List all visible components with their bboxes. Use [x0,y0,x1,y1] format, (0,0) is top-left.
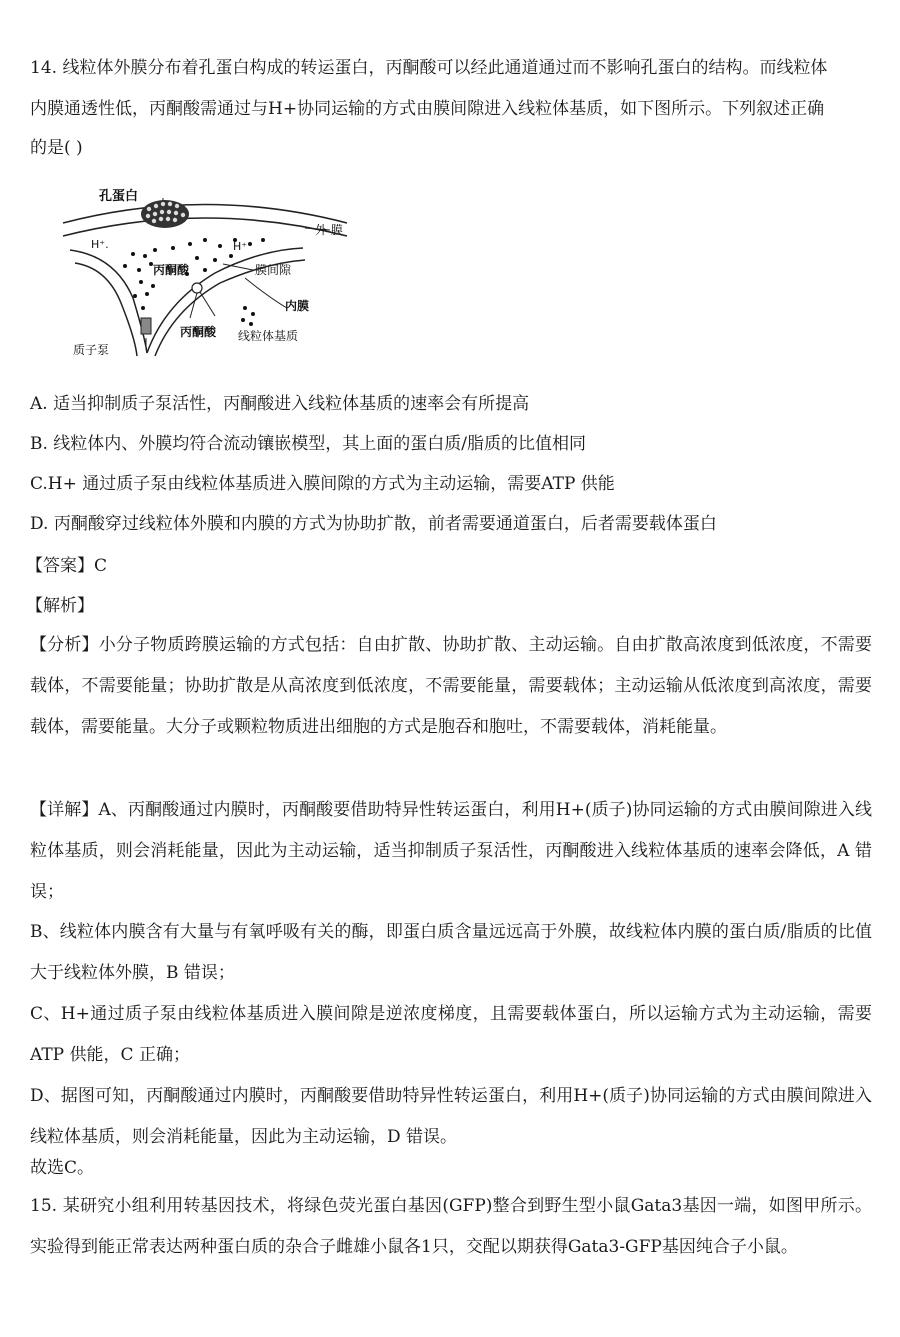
detail-b: B、线粒体内膜含有大量与有氧呼吸有关的酶，即蛋白质含量远远高于外膜，故线粒体内膜的蛋白质/脂质的比值大于线粒体外膜，B 错误； [30,922,872,983]
analysis-title: 【解析】 [26,596,94,616]
detail-d: D、据图可知，丙酮酸通过内膜时，丙酮酸要借助特异性转运蛋白，利用H+(质子)协同运输的方式由膜间隙进入线粒体基质，则会消耗能量，因此为主动运输，D 错误。 [30,1086,872,1147]
outer-membrane-inner-line [63,218,347,236]
q15-stem: 15. 某研究小组利用转基因技术，将绿色荧光蛋白基因(GFP)整合到野生型小鼠Gata3基因一端，如图甲所示。实验得到能正常表达两种蛋白质的杂合子雌雄小鼠各1只，交配以期获得Gata3-GFP基因纯合子小鼠。 [30,1196,872,1257]
outer-membrane-label: 外 膜 [315,223,343,237]
inner-membrane-outer-line [70,250,147,353]
porin-protein [141,200,189,228]
symport-arrow-2 [200,292,215,316]
pyruvate-label: 丙酮酸 [153,263,190,277]
h-ion-left: H⁺. [91,238,109,251]
intermembrane-label: 膜间隙 [255,263,292,277]
proton-pump [141,318,151,334]
q14-stem-line-2: 内膜通透性低，丙酮酸需通过与H+协同运输的方式由膜间隙进入线粒体基质，如下图所示。下列叙述正确 [30,99,825,119]
symport-arrow-1 [190,293,197,318]
conclusion: 故选C。 [30,1158,95,1178]
h-ion-right: H⁺ [233,240,248,253]
q14-option-c: C.H+ 通过质子泵由线粒体基质进入膜间隙的方式为主动运输，需要ATP 供能 [30,474,615,494]
outer-membrane-outer-line [63,205,347,224]
q14-stem-line-1: 14. 线粒体外膜分布着孔蛋白构成的转运蛋白，丙酮酸可以经此通道通过而不影响孔蛋白的结构。而线粒体 [30,58,828,78]
matrix-label: 线粒体基质 [238,329,299,343]
analysis-paragraph: 【分析】小分子物质跨膜运输的方式包括：自由扩散、协助扩散、主动运输。自由扩散高浓度到低浓度，不需要载体，不需要能量；协助扩散是从高浓度到低浓度，不需要能量，需要载体；主动运输从低浓度到高浓度，需要载体，需要能量。大分子或颗粒物质进出细胞的方式是胞吞和胞吐，不需要载体，消耗能量。 [30,635,872,737]
pyruvate-matrix-label: 丙酮酸 [180,325,217,339]
proton-pump-label: 质子泵 [73,343,110,357]
matrix-dots [241,306,255,326]
mitochondria-diagram [55,178,355,368]
answer: 【答案】C [26,556,108,576]
inner-pointer [245,278,287,308]
q14-option-b: B. 线粒体内、外膜均符合流动镶嵌模型，其上面的蛋白质/脂质的比值相同 [30,434,587,454]
porin-label: 孔蛋白 [99,189,139,204]
detail-a: 【详解】A、丙酮酸通过内膜时，丙酮酸要借助特异性转运蛋白，利用H+(质子)协同运输的方式由膜间隙进入线粒体基质，则会消耗能量，因此为主动运输，适当抑制质子泵活性，丙酮酸进入线粒体基质的速率会降低，A 错误； [30,800,872,902]
q14-option-a: A. 适当抑制质子泵活性，丙酮酸进入线粒体基质的速率会有所提高 [30,394,530,414]
q14-stem-line-3: 的是( ) [30,138,83,158]
inner-membrane-label: 内膜 [285,299,310,313]
symporter [192,283,202,293]
q14-option-d: D. 丙酮酸穿过线粒体外膜和内膜的方式为协助扩散，前者需要通道蛋白，后者需要载体蛋白 [30,514,717,534]
detail-c: C、H+通过质子泵由线粒体基质进入膜间隙是逆浓度梯度，且需要载体蛋白，所以运输方式为主动运输，需要ATP 供能，C 正确； [30,1004,872,1065]
